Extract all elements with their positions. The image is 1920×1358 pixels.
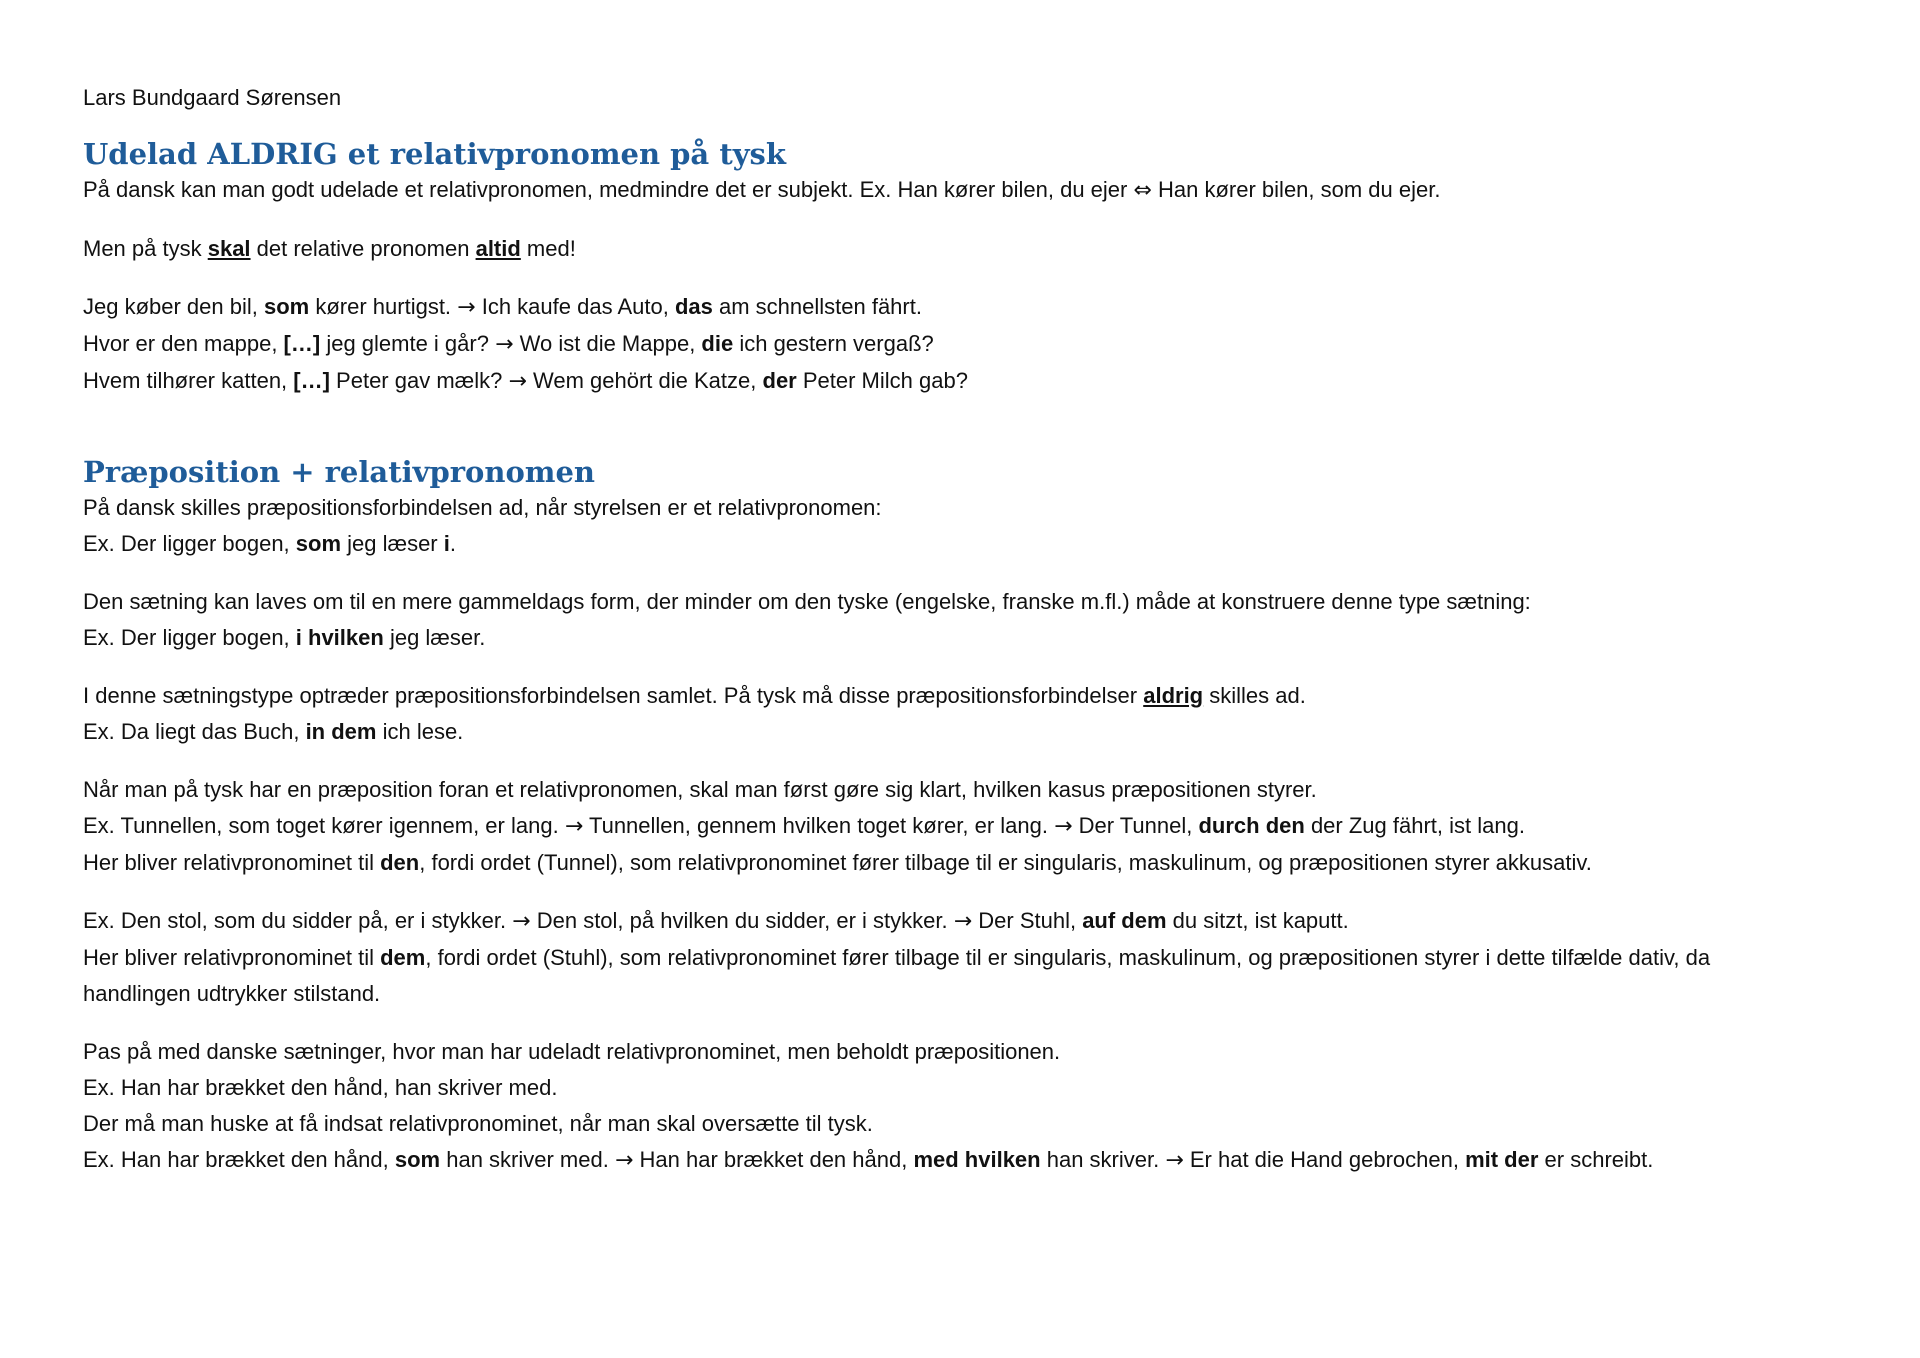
p6-line1: Pas på med danske sætninger, hvor man har udeladt relativpronominet, men beholdt præpositionen.: [83, 1039, 1061, 1064]
p1-example: Ex. Der ligger bogen, som jeg læser i.: [83, 531, 456, 556]
p6-example: Ex. Han har brækket den hånd, som han skriver med. → Han har brækket den hånd, med hvilken han skriver. → Er hat die Hand gebrochen, mit der er schreibt.: [83, 1147, 1654, 1173]
emphasis-aldrig: aldrig: [1143, 683, 1204, 708]
example-line-2: Hvor er den mappe, […] jeg glemte i går? → Wo ist die Mappe, die ich gestern vergaß?: [83, 331, 934, 357]
emphasis-altid: altid: [475, 236, 521, 261]
arrow-right-icon: →: [457, 295, 476, 320]
example-line-3: Hvem tilhører katten, […] Peter gav mælk? → Wem gehört die Katze, der Peter Milch gab?: [83, 368, 968, 394]
document-page: [83, 82, 1863, 1179]
p5-explanation: Her bliver relativpronominet til dem, fordi ordet (Stuhl), som relativpronominet fører tilbage til er singularis, maskulinum, og præpositionen styrer i dette tilfælde dativ, da: [83, 945, 1711, 970]
emphasis-skal: skal: [207, 236, 251, 261]
arrow-right-icon: →: [564, 814, 584, 839]
arrow-right-icon: →: [495, 332, 514, 357]
p3-example: Ex. Da liegt das Buch, in dem ich lese.: [83, 719, 464, 744]
double-arrow-icon: ⇔: [1133, 178, 1152, 203]
arrow-right-icon: →: [1165, 1148, 1184, 1173]
p1-line1: På dansk skilles præpositionsforbindelsen ad, når styrelsen er et relativpronomen:: [83, 495, 882, 520]
p2-example: Ex. Der ligger bogen, i hvilken jeg læser.: [83, 625, 486, 650]
p4-line1: Når man på tysk har en præposition foran et relativpronomen, skal man først gøre sig klart, hvilken kasus præpositionen styrer.: [83, 777, 1317, 802]
arrow-right-icon: →: [614, 1148, 634, 1173]
arrow-right-icon: →: [512, 909, 531, 934]
p4-example: Ex. Tunnellen, som toget kører igennem, er lang. → Tunnellen, gennem hvilken toget kører, er lang. → Der Tunnel, durch den der Zug fährt, ist lang.: [83, 813, 1525, 839]
p5-explanation-cont: handlingen udtrykker stilstand.: [83, 981, 381, 1006]
arrow-right-icon: →: [508, 369, 527, 394]
section-heading-udelad: Udelad ALDRIG et relativpronomen på tysk: [83, 137, 786, 171]
intro-paragraph: På dansk kan man godt udelade et relativpronomen, medmindre det er subjekt. Ex. Han kører bilen, du ejer ⇔ Han kører bilen, som du ejer.: [83, 177, 1441, 203]
p6-line2: Ex. Han har brækket den hånd, han skriver med.: [83, 1075, 558, 1100]
arrow-right-icon: →: [953, 909, 973, 934]
p5-example: Ex. Den stol, som du sidder på, er i stykker. → Den stol, på hvilken du sidder, er i stykker. → Der Stuhl, auf dem du sitzt, ist kaputt.: [83, 908, 1349, 934]
arrow-right-icon: →: [1054, 814, 1073, 839]
p3-line1: I denne sætningstype optræder præpositionsforbindelsen samlet. På tysk må disse præpositionsforbindelser aldrig skilles ad.: [83, 683, 1306, 708]
author-name: Lars Bundgaard Sørensen: [83, 85, 342, 110]
section-heading-praeposition: Præposition + relativpronomen: [83, 455, 596, 489]
p2-line1: Den sætning kan laves om til en mere gammeldags form, der minder om den tyske (engelske, franske m.fl.) måde at konstruere denne type sætning:: [83, 589, 1531, 614]
p4-explanation: Her bliver relativpronominet til den, fordi ordet (Tunnel), som relativpronominet fører tilbage til er singularis, maskulinum, og præpositionen styrer akkusativ.: [83, 850, 1592, 875]
example-line-1: Jeg køber den bil, som kører hurtigst. → Ich kaufe das Auto, das am schnellsten fährt.: [83, 294, 922, 320]
rule-paragraph: Men på tysk skal det relative pronomen altid med!: [83, 236, 576, 261]
p6-line3: Der må man huske at få indsat relativpronominet, når man skal oversætte til tysk.: [83, 1111, 873, 1136]
